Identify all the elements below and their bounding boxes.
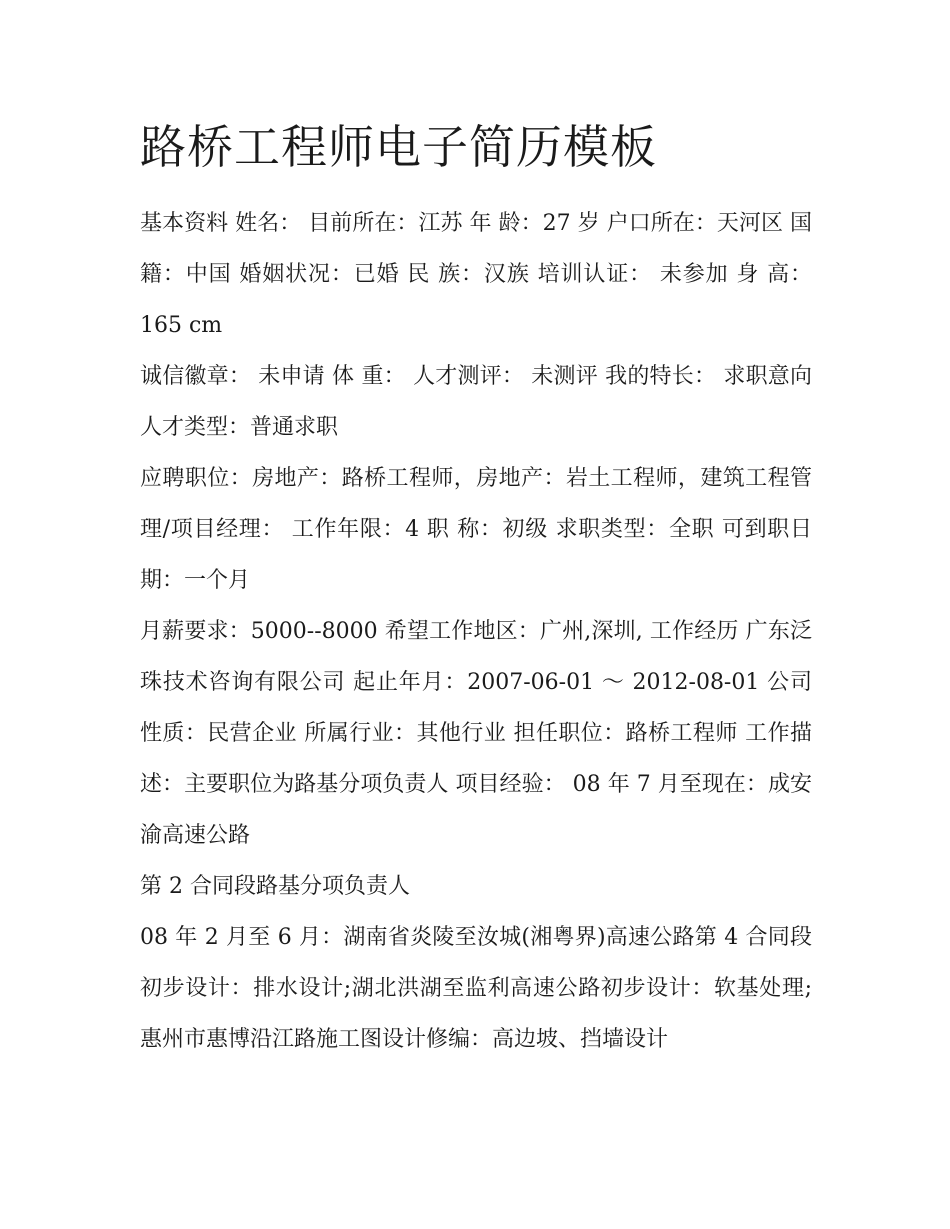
paragraph-project-experience: 08 年 2 月至 6 月：湖南省炎陵至汝城(湘粤界)高速公路第 4 合同段初步设计：排水设计;湖北洪湖至监利高速公路初步设计：软基处理;惠州市惠博沿江路施工图设计修编：高边坡、挡墙设计 (140, 925, 812, 1052)
paragraph-position: 应聘职位：房地产：路桥工程师，房地产：岩土工程师，建筑工程管理/项目经理： 工作年限：4 职 称：初级 求职类型：全职 可到职日期：一个月 (140, 466, 812, 593)
document-title: 路桥工程师电子简历模板 (140, 120, 657, 174)
document-page (140, 110, 812, 1065)
paragraph-work-history: 月薪要求：5000--8000 希望工作地区：广州,深圳, 工作经历 广东泛珠技术咨询有限公司 起止年月：2007-06-01 ～ 2012-08-01 公司性质：民营企业 所属行业：其他行业 担任职位：路桥工程师 工作描述：主要职位为路基分项负责人 项目经验： 08 年 7 月至现在：成安渝高速公路 (140, 619, 812, 848)
paragraph-basic-info: 基本资料 姓名： 目前所在：江苏 年 龄：27 岁 户口所在：天河区 国 籍：中国 婚姻状况：已婚 民 族：汉族 培训认证： 未参加 身 高：165 cm (140, 211, 812, 338)
paragraph-contract-section: 第 2 合同段路基分项负责人 (140, 874, 410, 899)
paragraph-credit-intent: 诚信徽章： 未申请 体 重： 人才测评： 未测评 我的特长： 求职意向 人才类型：普通求职 (140, 364, 812, 440)
